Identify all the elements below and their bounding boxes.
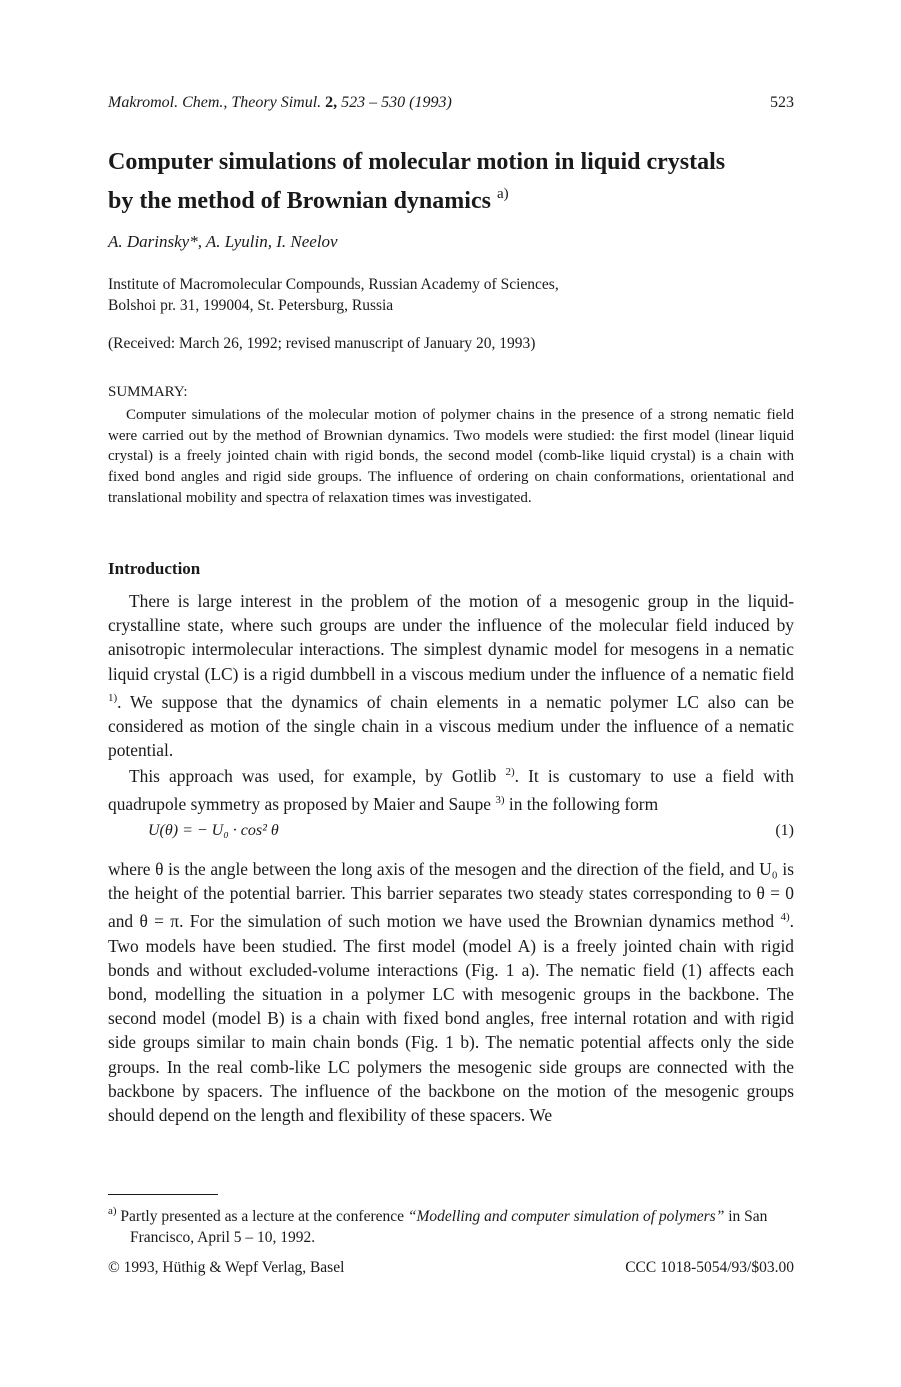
reference-mark: 4) xyxy=(780,911,790,924)
summary-text: Computer simulations of the molecular motion of polymer chains in the presence of a strong nematic field were carried out by the method of Brownian dynamics. Two models were studied: the first model (linear liquid crystal) is a freely jointed chain with rigid bonds, the second model (comb-like liquid crystal) is a chain with fixed bond angles and rigid side groups. The influence of ordering on chain conformations, orientational and translational mobility and spectra of relaxation times was investigated. xyxy=(108,407,794,506)
footnote: $^{a)}$ Partly presented as a lecture at the conference “Modelling and computer simulation of polymers” in San Francisco, April 5 – 10, 1992. xyxy=(108,1205,768,1246)
affiliation: Institute of Macromolecular Compounds, Russian Academy of Sciences, Bolshoi pr. 31, 199004, St. Petersburg, Russia xyxy=(108,276,559,314)
intro-paragraph-2: This approach was used, for example, by Gotlib $^{2)}$. It is customary to use a field with quadrupole symmetry as proposed by Maier and Saupe $^{3)}$ in the following form xyxy=(108,766,794,815)
authors: A. Darinsky*, A. Lyulin, I. Neelov xyxy=(108,232,338,251)
running-head xyxy=(108,94,794,112)
title-footnote-mark: a) xyxy=(496,186,509,202)
introduction-heading: Introduction xyxy=(108,559,201,578)
reference-mark: 2) xyxy=(505,766,515,778)
reference-mark: 3) xyxy=(495,794,505,807)
page-number: 523 xyxy=(770,94,794,111)
copyright: © 1993, Hüthig & Wepf Verlag, Basel xyxy=(108,1259,345,1276)
intro-paragraph-1: There is large interest in the problem of the motion of a mesogenic group in the liquid-crystalline state, where such groups are under the influence of the molecular field induced by anisotropic intermolecular interactions. The simplest dynamic model for mesogens in a nematic liquid crystal (LC) is a rigid dumbbell in a viscous medium under the influence of a nematic field $^{1)}$. We suppose that the dynamics of chain elements in a nematic polymer LC also can be considered as motion of the single chain in a viscous medium under the influence of a nematic potential. xyxy=(108,591,794,761)
footnote-rule xyxy=(108,1194,218,1195)
footnote-mark: a) xyxy=(108,1205,117,1217)
paper-title: Computer simulations of molecular motion in liquid crystals by the method of Brownian dynamics $^{a)}$ xyxy=(108,149,726,214)
reference-mark: 1) xyxy=(108,691,118,704)
equation-1: U(θ) = − U₀ · cos² θ xyxy=(148,822,279,839)
journal-citation: Makromol. Chem., Theory Simul. 2, 523 – 530 (1993) xyxy=(108,94,452,111)
received-dates: (Received: March 26, 1992; revised manuscript of January 20, 1993) xyxy=(108,335,536,352)
intro-paragraph-3: where θ is the angle between the long axis of the mesogen and the direction of the field, and U₀ is the height of the potential barrier. This barrier separates two steady states corresponding to θ = 0 and θ = π. For the simulation of such motion we have used the Brownian dynamics method $^{4)}$. Two models have been studied. The first model (model A) is a freely jointed chain with rigid bonds and without excluded-volume interactions (Fig. 1 a). The nematic field (1) affects each bond, modelling the situation in a polymer LC with mesogenic groups in the backbone. The second model (model B) is a chain with fixed bond angles, free internal rotation and with rigid side groups similar to main chain bonds (Fig. 1 b). The nematic potential affects only the side groups. In the real comb-like LC polymers the mesogenic side groups are connected with the backbone by spacers. The influence of the backbone on the motion of the mesogenic groups should depend on the length and flexibility of these spacers. We xyxy=(108,859,794,1126)
ccc-code: CCC 1018-5054/93/$03.00 xyxy=(625,1259,794,1276)
summary-heading: SUMMARY: xyxy=(108,384,188,400)
equation-number: (1) xyxy=(775,822,794,839)
